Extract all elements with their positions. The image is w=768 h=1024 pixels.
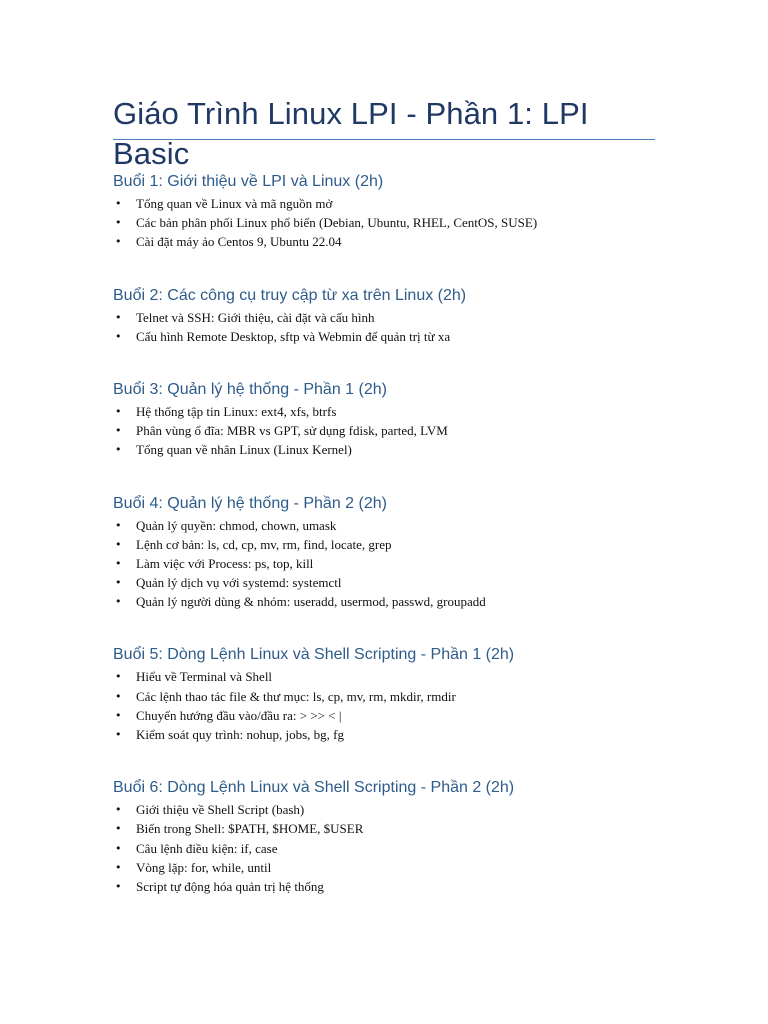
list-item [113, 402, 655, 421]
list-item-text: Tổng quan về nhân Linux (Linux Kernel) [136, 442, 352, 458]
document-title: Giáo Trình Linux LPI - Phần 1: LPI Basic [113, 96, 589, 171]
bullet-list [113, 800, 655, 896]
list-item [113, 725, 655, 744]
list-item [113, 839, 655, 858]
list-item-text: Telnet và SSH: Giới thiệu, cài đặt và cấu hình [136, 309, 375, 325]
title-underline [113, 139, 655, 140]
bullet-icon: • [115, 310, 122, 324]
list-item [113, 308, 655, 327]
list-item [113, 516, 655, 535]
list-item-text: Chuyển hướng đầu vào/đầu ra: > >> < | [136, 707, 342, 723]
document-page [113, 94, 655, 896]
list-item-text: Tổng quan về Linux và mã nguồn mở [136, 196, 333, 211]
list-item [113, 877, 655, 896]
bullet-icon: • [115, 556, 122, 570]
list-item-text: Biến trong Shell: $PATH, $HOME, $USER [136, 821, 364, 837]
section-heading: Buổi 2: Các công cụ truy cập từ xa trên Linux (2h) [113, 286, 467, 304]
list-item-text: Phân vùng ổ đĩa: MBR vs GPT, sử dụng fdisk, parted, LVM [136, 423, 448, 439]
list-item-text: Lệnh cơ bản: ls, cd, cp, mv, rm, find, locate, grep [136, 536, 392, 552]
bullet-icon: • [115, 235, 122, 249]
section-heading: Buổi 4: Quản lý hệ thống - Phần 2 (2h) [113, 494, 387, 512]
bullet-icon: • [115, 329, 122, 343]
list-item-text: Làm việc với Process: ps, top, kill [136, 555, 314, 571]
bullet-icon: • [115, 537, 122, 551]
section-buoi-5 [113, 644, 655, 744]
list-item [113, 800, 655, 819]
list-item [113, 667, 655, 686]
bullet-icon: • [115, 860, 122, 874]
bullet-icon: • [115, 670, 122, 684]
bullet-icon: • [115, 822, 122, 836]
bullet-icon: • [115, 689, 122, 703]
bullet-icon: • [115, 404, 122, 418]
list-item-text: Hệ thống tập tin Linux: ext4, xfs, btrfs [136, 403, 337, 419]
list-item-text: Quản lý dịch vụ với systemd: systemctl [136, 575, 342, 591]
list-item [113, 213, 655, 232]
bullet-list [113, 194, 655, 252]
bullet-icon: • [115, 216, 122, 230]
list-item [113, 573, 655, 592]
list-item [113, 687, 655, 706]
bullet-icon: • [115, 841, 122, 855]
bullet-icon: • [115, 708, 122, 722]
list-item-text: Script tự động hóa quản trị hệ thống [136, 878, 324, 894]
list-item-text: Các bản phân phối Linux phổ biến (Debian, Ubuntu, RHEL, CentOS, SUSE) [136, 215, 538, 231]
list-item-text: Câu lệnh điều kiện: if, case [136, 840, 278, 856]
list-item-text: Hiểu về Terminal và Shell [136, 669, 273, 685]
section-heading: Buổi 3: Quản lý hệ thống - Phần 1 (2h) [113, 380, 387, 398]
list-item [113, 232, 655, 251]
section-heading: Buổi 1: Giới thiệu về LPI và Linux (2h) [113, 173, 384, 190]
section-heading: Buổi 6: Dòng Lệnh Linux và Shell Scripting - Phần 2 (2h) [113, 779, 515, 797]
bullet-icon: • [115, 443, 122, 457]
list-item [113, 535, 655, 554]
list-item-text: Cài đặt máy ảo Centos 9, Ubuntu 22.04 [136, 234, 342, 250]
bullet-icon: • [115, 595, 122, 609]
section-buoi-4 [113, 493, 655, 612]
section-buoi-6 [113, 777, 655, 896]
section-buoi-3 [113, 379, 655, 460]
list-item-text: Kiểm soát quy trình: nohup, jobs, bg, fg [136, 727, 344, 742]
list-item [113, 327, 655, 346]
bullet-icon: • [115, 879, 122, 893]
bullet-list [113, 516, 655, 612]
bullet-icon: • [115, 424, 122, 438]
list-item-text: Vòng lặp: for, while, until [136, 859, 272, 875]
bullet-icon: • [115, 728, 122, 741]
list-item-text: Giới thiệu về Shell Script (bash) [136, 802, 305, 818]
bullet-icon: • [115, 803, 122, 817]
list-item [113, 592, 655, 611]
section-buoi-1 [113, 171, 655, 252]
list-item [113, 819, 655, 838]
list-item [113, 194, 655, 213]
list-item-text: Quản lý người dùng & nhóm: useradd, usermod, passwd, groupadd [136, 594, 486, 610]
list-item-text: Các lệnh thao tác file & thư mục: ls, cp, mv, rm, mkdir, rmdir [136, 688, 456, 704]
list-item [113, 706, 655, 725]
bullet-list [113, 308, 655, 346]
section-buoi-2 [113, 285, 655, 346]
section-heading: Buổi 5: Dòng Lệnh Linux và Shell Scripting - Phần 1 (2h) [113, 646, 515, 664]
list-item [113, 440, 655, 459]
list-item [113, 554, 655, 573]
list-item [113, 421, 655, 440]
list-item [113, 858, 655, 877]
bullet-list [113, 402, 655, 460]
bullet-icon: • [115, 518, 122, 532]
bullet-icon: • [115, 576, 122, 590]
list-item-text: Quản lý quyền: chmod, chown, umask [136, 517, 337, 533]
bullet-icon: • [115, 197, 122, 210]
list-item-text: Cấu hình Remote Desktop, sftp và Webmin để quản trị từ xa [136, 328, 451, 344]
bullet-list [113, 667, 655, 744]
